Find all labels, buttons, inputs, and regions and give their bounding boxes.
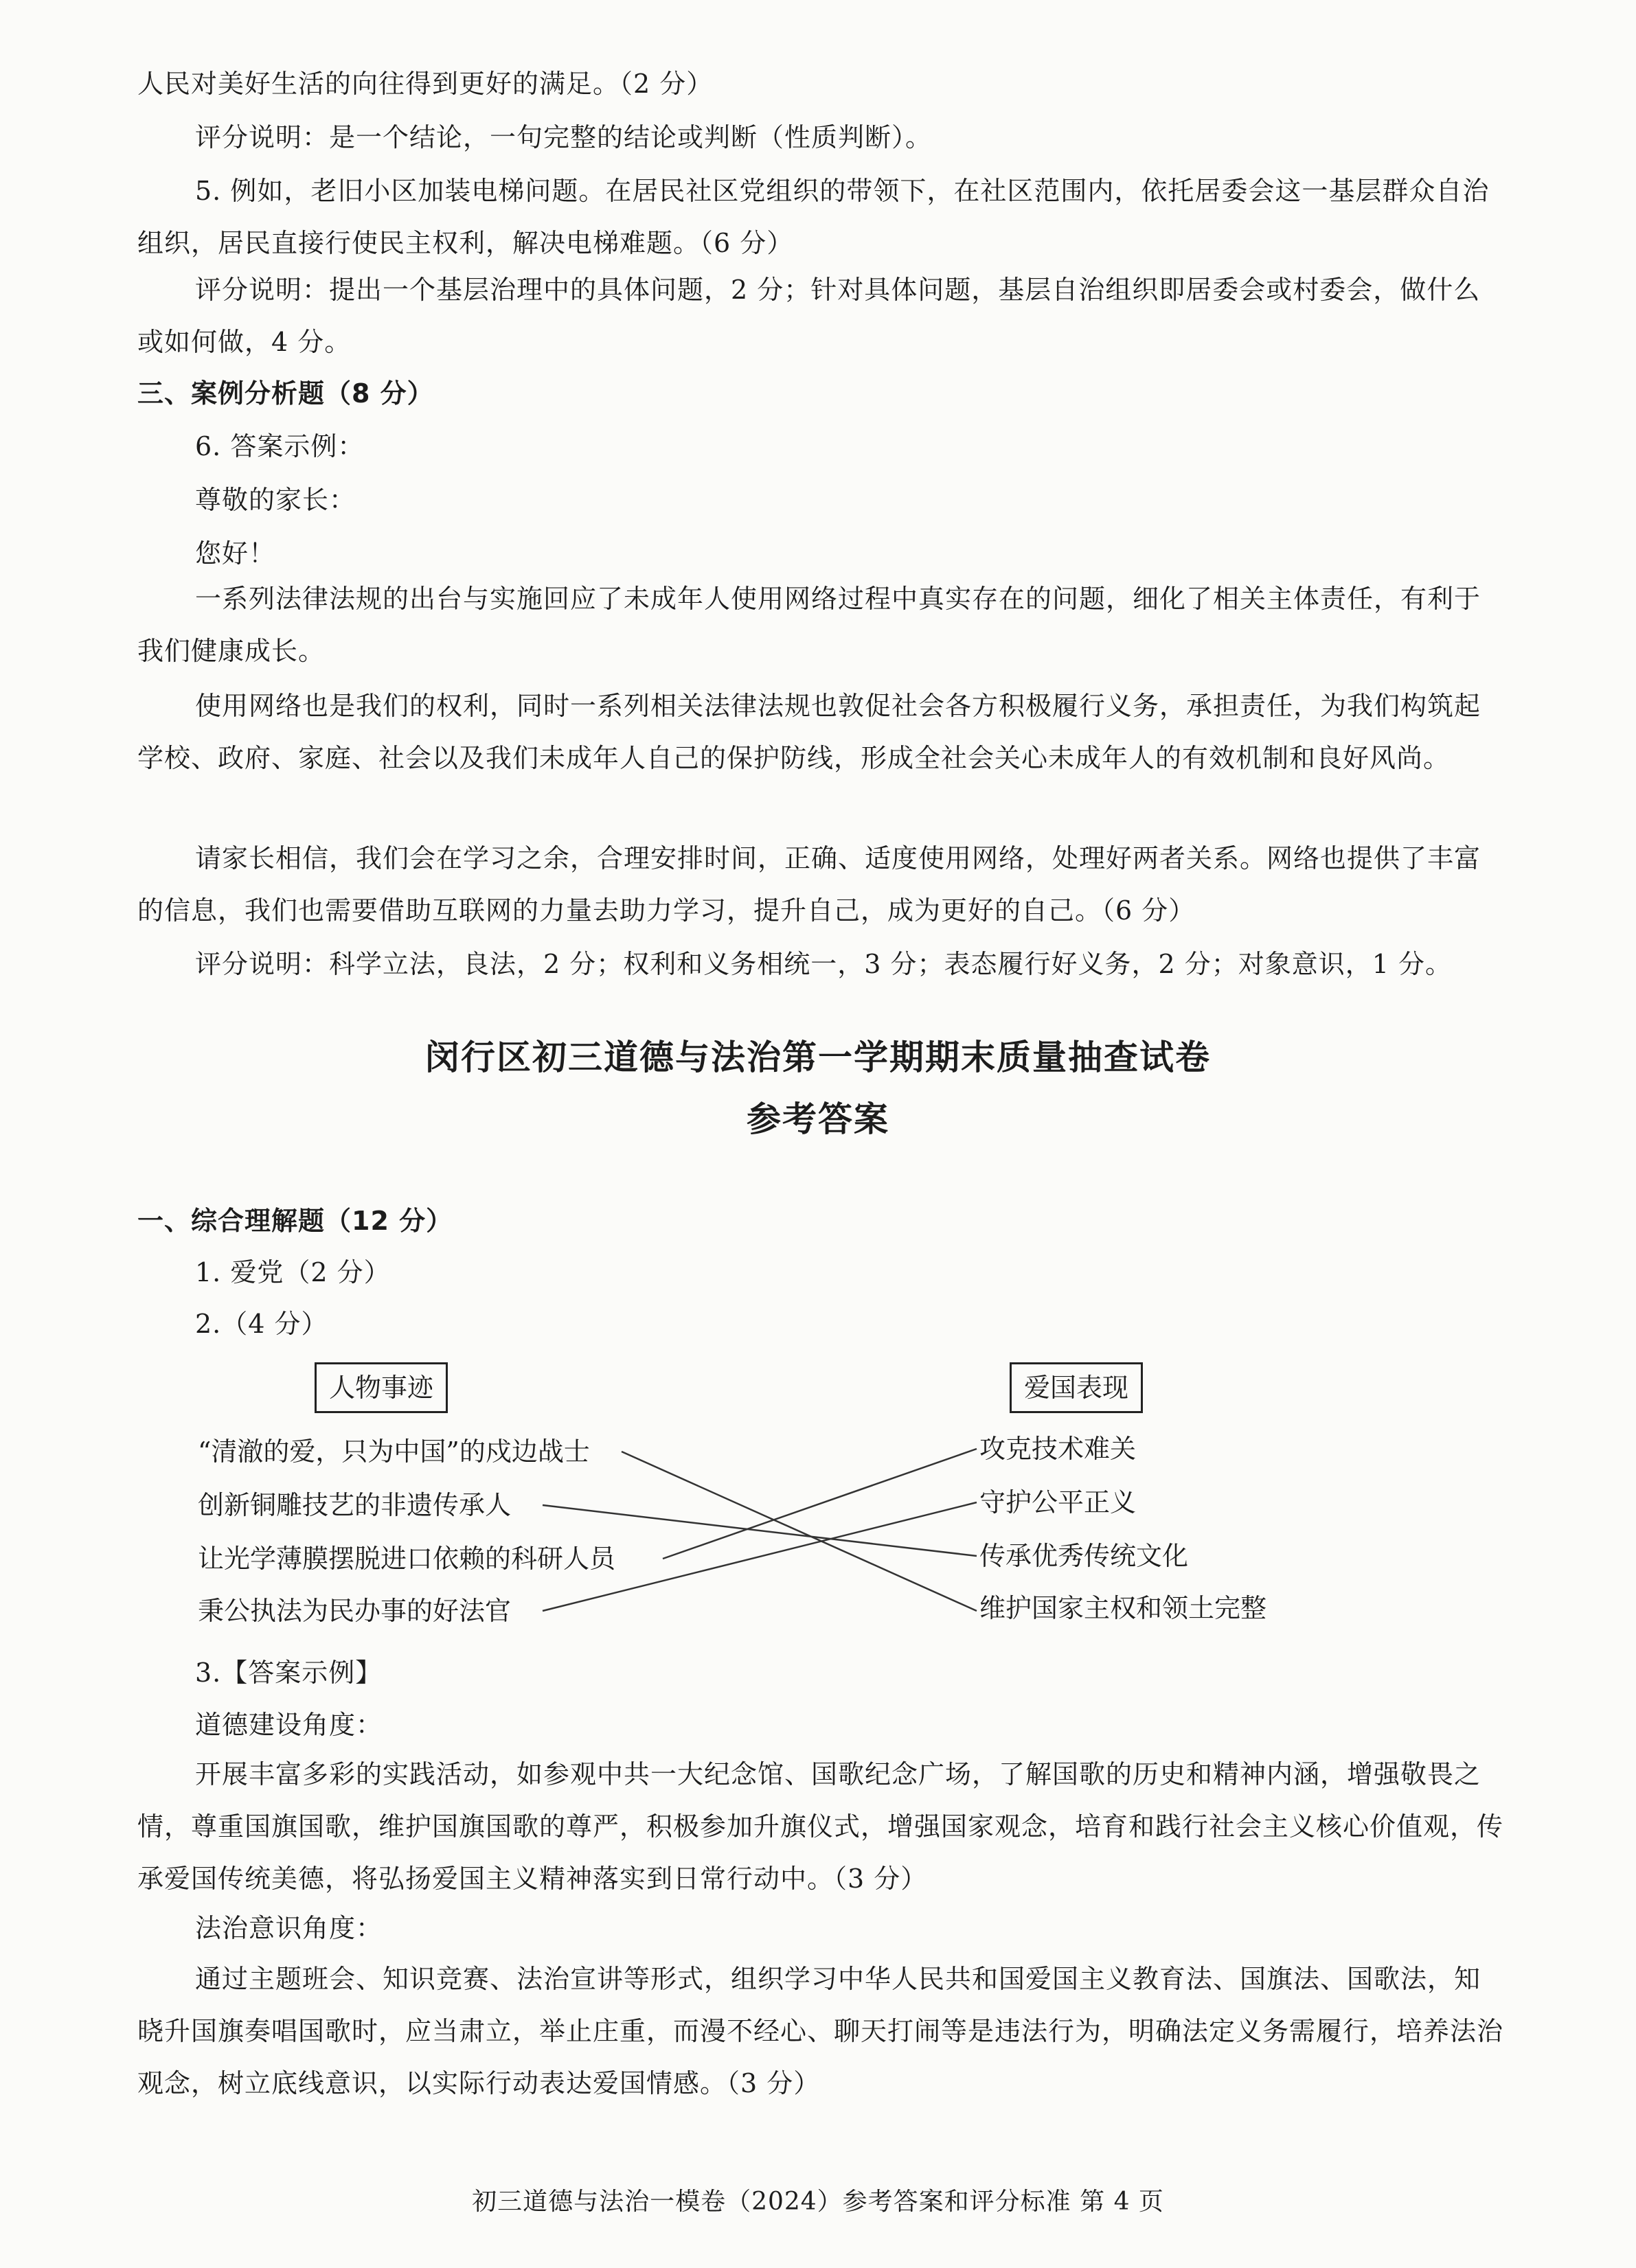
sub-heading: 道德建设角度：	[195, 1710, 383, 1740]
letter-greeting: 您好！	[195, 538, 276, 569]
matching-right-item: 攻克技术难关	[979, 1434, 1137, 1464]
matching-left-item: 创新铜雕技艺的非遗传承人	[198, 1490, 512, 1520]
answer-2-label: 2.（4 分）	[195, 1309, 328, 1339]
answer-paragraph: 通过主题班会、知识竞赛、法治宣讲等形式，组织学习中华人民共和国爱国主义教育法、国旗法、国歌法，知晓升国旗奏唱国歌时，应当肃立，举止庄重，而漫不经心、聊天打闹等是违法行为，明确法定义务需履行，培养法治观念，树立底线意识，以实际行动表达爱国情感。（3 分）	[137, 1964, 1504, 2098]
letter-salutation: 尊敬的家长：	[195, 485, 356, 515]
matching-left-item: 让光学薄膜摆脱进口依赖的科研人员	[198, 1544, 616, 1574]
answer-paragraph: 开展丰富多彩的实践活动，如参观中共一大纪念馆、国歌纪念广场，了解国歌的历史和精神内涵，增强敬畏之情，尊重国旗国歌，维护国旗国歌的尊严，积极参加升旗仪式，增强国家观念，培育和践行社会主义核心价值观，传承爱国传统美德，将弘扬爱国主义精神落实到日常行动中。（3 分）	[137, 1759, 1504, 1894]
match-line	[543, 1502, 977, 1611]
exam-subtitle: 参考答案	[747, 1099, 889, 1139]
answer-6-label: 6. 答案示例：	[195, 431, 365, 461]
letter-paragraph: 使用网络也是我们的权利，同时一系列相关法律法规也敦促社会各方积极履行义务，承担责任，为我们构筑起学校、政府、家庭、社会以及我们未成年人自己的保护防线，形成全社会关心未成年人的有效机制和良好风尚。	[137, 691, 1481, 773]
answer-1: 1. 爱党（2 分）	[195, 1257, 391, 1287]
matching-right-item: 守护公平正义	[979, 1487, 1137, 1517]
letter-paragraph: 请家长相信，我们会在学习之余，合理安排时间，正确、适度使用网络，处理好两者关系。网络也提供了丰富的信息，我们也需要借助互联网的力量去助力学习，提升自己，成为更好的自己。（6 分）	[137, 843, 1481, 926]
left-column-header: 人物事迹	[315, 1362, 448, 1413]
matching-right-item: 传承优秀传统文化	[979, 1541, 1189, 1571]
section-heading: 一、综合理解题（12 分）	[137, 1206, 453, 1236]
exam-title: 闵行区初三道德与法治第一学期期末质量抽查试卷	[425, 1038, 1211, 1077]
answer-3-label: 3.【答案示例】	[195, 1658, 383, 1688]
answer-5: 5. 例如，老旧小区加装电梯问题。在居民社区党组织的带领下，在社区范围内，依托居委会这一基层群众自治组织，居民直接行使民主权利，解决电梯难题。（6 分）	[137, 176, 1490, 258]
scoring-note: 评分说明：科学立法，良法，2 分；权利和义务相统一，3 分；表态履行好义务，2 分；对象意识，1 分。	[195, 949, 1453, 979]
page-footer: 初三道德与法治一模卷（2024）参考答案和评分标准 第 4 页	[472, 2188, 1164, 2216]
match-line	[622, 1452, 977, 1611]
scoring-note: 评分说明：是一个结论，一句完整的结论或判断（性质判断）。	[195, 122, 933, 152]
sub-heading: 法治意识角度：	[195, 1913, 383, 1943]
section-heading: 三、案例分析题（8 分）	[137, 378, 434, 409]
letter-paragraph: 一系列法律法规的出台与实施回应了未成年人使用网络过程中真实存在的问题，细化了相关主体责任，有利于我们健康成长。	[137, 584, 1481, 666]
right-column-header: 爱国表现	[1010, 1362, 1143, 1413]
matching-right-item: 维护国家主权和领土完整	[979, 1593, 1267, 1623]
matching-left-item: 秉公执法为民办事的好法官	[198, 1596, 512, 1626]
matching-left-item: “清澈的爱，只为中国”的戍边战士	[198, 1436, 590, 1467]
paragraph: 人民对美好生活的向往得到更好的满足。（2 分）	[137, 69, 714, 99]
scoring-note: 评分说明：提出一个基层治理中的具体问题，2 分；针对具体问题，基层自治组织即居委会或村委会，做什么或如何做，4 分。	[137, 275, 1481, 357]
